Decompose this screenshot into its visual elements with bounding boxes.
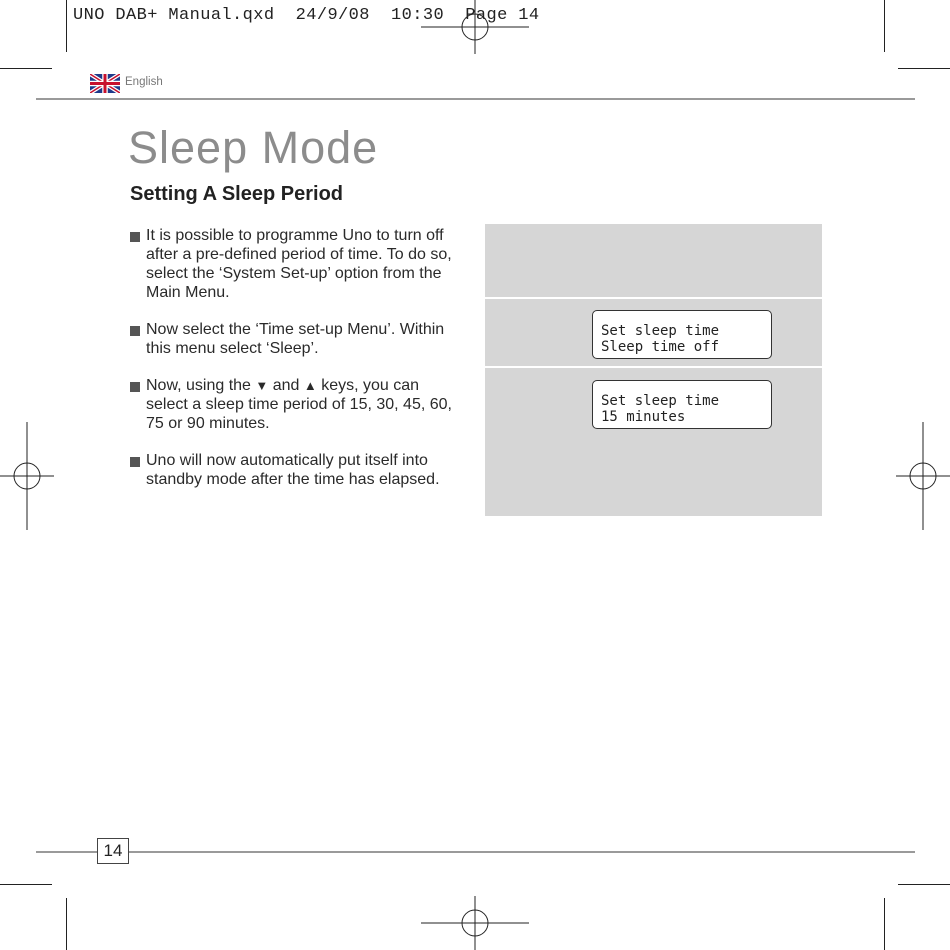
page-title: Sleep Mode bbox=[128, 122, 379, 173]
instruction-list bbox=[130, 226, 460, 507]
lcd-line-1: Set sleep time bbox=[601, 393, 720, 409]
lcd-line-1: Set sleep time bbox=[601, 323, 720, 339]
crop-mark-top-right-v bbox=[884, 0, 885, 52]
down-arrow-key-icon: ▼ bbox=[255, 378, 269, 393]
list-item-text: Uno will now automatically put itself into standby mode after the time has elapsed. bbox=[146, 452, 440, 488]
list-item bbox=[130, 226, 460, 302]
crop-mark-bottom-left-v bbox=[66, 898, 67, 950]
lcd-display-sleep-off bbox=[592, 310, 772, 359]
lcd-line-2: 15 minutes bbox=[601, 409, 686, 425]
bullet-square-icon bbox=[130, 232, 140, 242]
union-jack-flag-icon bbox=[90, 74, 120, 93]
bullet-square-icon bbox=[130, 382, 140, 392]
registration-mark-top bbox=[421, 0, 529, 54]
crop-mark-top-right-h bbox=[898, 68, 950, 69]
page-number: 14 bbox=[97, 838, 129, 864]
list-item-text: Now select the ‘Time set-up Menu’. Within this menu select ‘Sleep’. bbox=[146, 321, 445, 357]
list-item-text-middle: and bbox=[268, 377, 304, 394]
list-item-text: It is possible to programme Uno to turn off after a pre-defined period of time. To do so, select the ‘System Set-up’ option from the Main Menu. bbox=[146, 227, 452, 301]
list-item bbox=[130, 376, 460, 433]
bullet-square-icon bbox=[130, 457, 140, 467]
section-subtitle: Setting A Sleep Period bbox=[130, 183, 343, 205]
crop-mark-bottom-right-v bbox=[884, 898, 885, 950]
list-item-text-before: Now, using the bbox=[146, 377, 256, 394]
language-label: English bbox=[125, 76, 163, 88]
bullet-square-icon bbox=[130, 326, 140, 336]
lcd-line-2: Sleep time off bbox=[601, 339, 720, 355]
crop-mark-top-left-h bbox=[0, 68, 52, 69]
lcd-display-15-minutes bbox=[592, 380, 772, 429]
bottom-rule bbox=[36, 851, 915, 853]
list-item bbox=[130, 451, 460, 489]
list-item bbox=[130, 320, 460, 358]
top-rule bbox=[36, 98, 915, 100]
registration-mark-left bbox=[0, 422, 54, 530]
up-arrow-key-icon: ▲ bbox=[303, 378, 317, 393]
registration-mark-bottom bbox=[421, 896, 529, 950]
print-slug: UNO DAB+ Manual.qxd 24/9/08 10:30 Page 14 bbox=[73, 6, 540, 25]
crop-mark-bottom-right-h bbox=[898, 884, 950, 885]
registration-mark-right bbox=[896, 422, 950, 530]
crop-mark-top-left-v bbox=[66, 0, 67, 52]
list-item-text-after: keys, you can select a sleep time period of 15, 30, 45, 60, 75 or 90 minutes. bbox=[146, 377, 452, 432]
illustration-panel-1 bbox=[485, 224, 822, 297]
crop-mark-bottom-left-h bbox=[0, 884, 52, 885]
